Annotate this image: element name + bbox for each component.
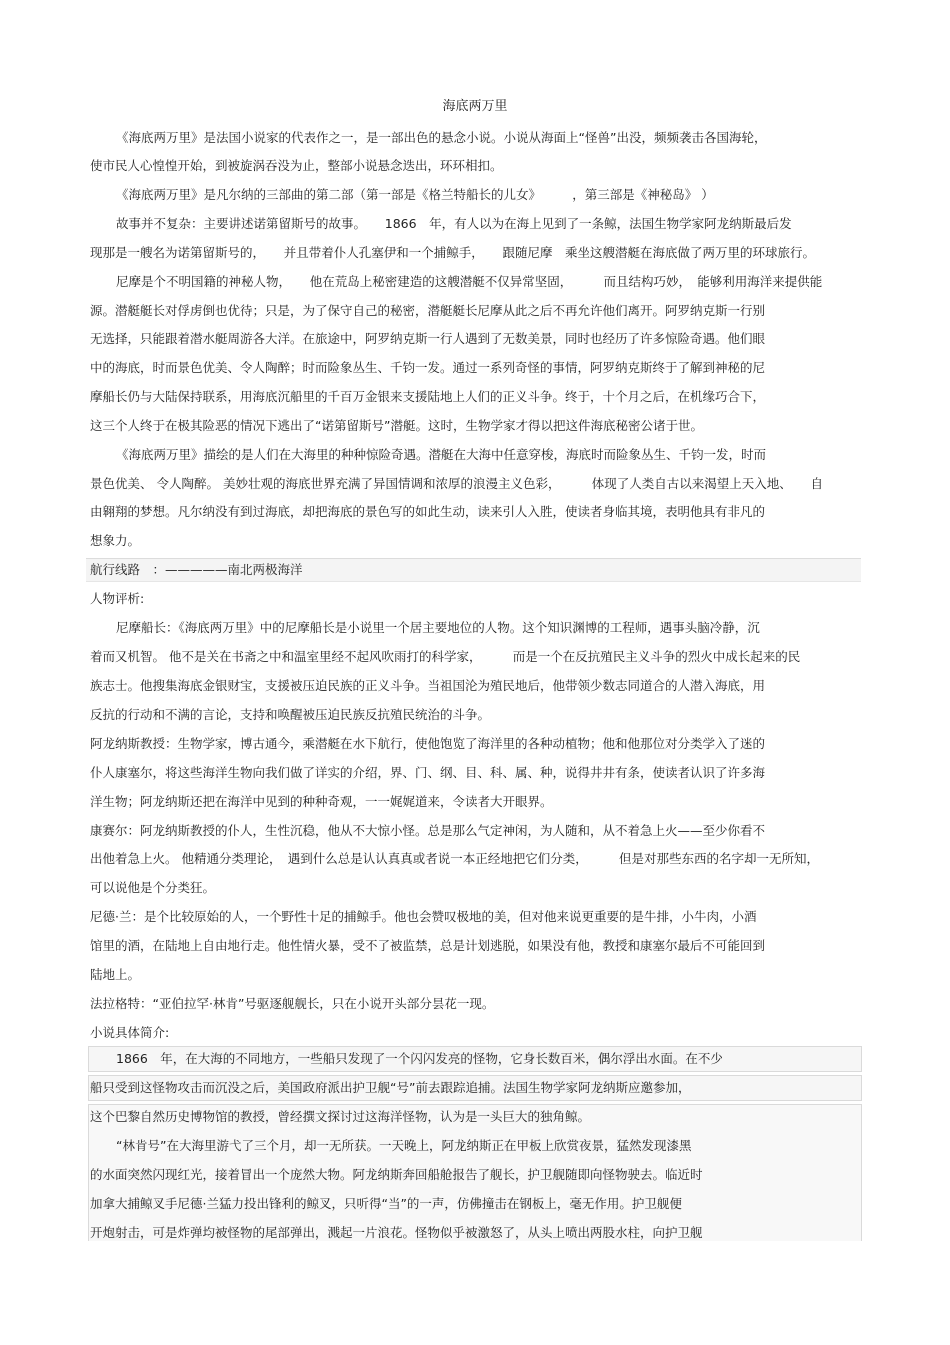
text-line: 开炮射击，可是炸弹均被怪物的尾部弹出，溅起一片浪花。怪物似乎被激怒了，从头上喷出两股水柱，向护卫舰 xyxy=(90,1225,703,1240)
text-line: 尼摩是个不明国籍的神秘人物， 他在荒岛上秘密建造的这艘潜艇不仅异常坚固， 而且结构巧妙， 能够利用海洋来提供能 xyxy=(116,274,823,289)
route-line: 航行线路 ：—————南北两极海洋 xyxy=(90,562,303,577)
text-line: 的水面突然闪现红光，接着冒出一个庞然大物。阿龙纳斯奔回船舱报告了舰长，护卫舰随即向怪物驶去。临近时 xyxy=(90,1167,703,1182)
text-line: 现那是一艘名为诺第留斯号的， 并且带着仆人孔塞伊和一个捕鲸手， 跟随尼摩 乘坐这艘潜艇在海底做了两万里的环球旅行。 xyxy=(90,245,816,260)
text-line: 馆里的酒，在陆地上自由地行走。他性情火暴，受不了被监禁，总是计划逃脱，如果没有他，教授和康塞尔最后不可能回到 xyxy=(90,938,766,953)
text-line: 仆人康塞尔，将这些海洋生物向我们做了详实的介绍，界、门、纲、目、科、属、种，说得井井有条，使读者认识了许多海 xyxy=(90,765,766,780)
text-line: 无选择，只能跟着潜水艇周游各大洋。在旅途中，阿罗纳克斯一行人遇到了无数美景，同时也经历了许多惊险奇遇。他们眼 xyxy=(90,331,766,346)
text-line: 族志士。他搜集海底金银财宝，支援被压迫民族的正义斗争。当祖国沦为殖民地后，他带领少数志同道合的人潜入海底，用 xyxy=(90,678,766,693)
text-line: 船只受到这怪物攻击而沉没之后，美国政府派出护卫舰“号”前去跟踪追捕。法国生物学家阿龙纳斯应邀参加， xyxy=(90,1080,691,1095)
text-line: 景色优美、 令人陶醉。 美妙壮观的海底世界充满了异国情调和浓厚的浪漫主义色彩， 体现了人类自古以来渴望上天入地、 自 xyxy=(90,476,823,491)
text-line: 由翱翔的梦想。凡尔纳没有到过海底，却把海底的景色写的如此生动，读来引人入胜，使读者身临其境，表明他具有非凡的 xyxy=(90,504,766,519)
text-line: 尼摩船长：《海底两万里》中的尼摩船长是小说里一个居主要地位的人物。这个知识渊博的工程师，遇事头脑冷静，沉 xyxy=(116,620,760,635)
text-line: 可以说他是个分类狂。 xyxy=(90,880,216,895)
text-line: 源。潜艇艇长对俘虏倒也优待；只是，为了保守自己的秘密，潜艇艇长尼摩从此之后不再允许他们离开。阿罗纳克斯一行别 xyxy=(90,303,766,318)
text-line: “林肯号”在大海里游弋了三个月，却一无所获。一天晚上，阿龙纳斯正在甲板上欣赏夜景，猛然发现漆黑 xyxy=(116,1138,692,1153)
text-line: 中的海底，时而景色优美、令人陶醉；时而险象丛生、千钧一发。通过一系列奇怪的事情，阿罗纳克斯终于了解到神秘的尼 xyxy=(90,360,766,375)
text-line: 1866 年，在大海的不同地方，一些船只发现了一个闪闪发亮的怪物，它身长数百米，偶尔浮出水面。在不少 xyxy=(116,1051,723,1066)
text-line: 阿龙纳斯教授：生物学家，博古通今，乘潜艇在水下航行，使他饱览了海洋里的各种动植物；他和他那位对分类学入了迷的 xyxy=(90,736,766,751)
text-line: 这个巴黎自然历史博物馆的教授，曾经撰文探讨过这海洋怪物，认为是一头巨大的独角鲸。 xyxy=(90,1109,591,1124)
text-line: 陆地上。 xyxy=(90,967,141,982)
section-heading-summary: 小说具体简介: xyxy=(90,1025,170,1040)
text-line: 想象力。 xyxy=(90,533,141,548)
document-title: 海底两万里 xyxy=(442,99,508,114)
text-line: 《海底两万里》是凡尔纳的三部曲的第二部（第一部是《格兰特船长的儿女》 ，第三部是《神秘岛》 ） xyxy=(116,187,714,202)
text-line: 《海底两万里》描绘的是人们在大海里的种种惊险奇遇。潜艇在大海中任意穿梭，海底时而险象丛生、千钧一发，时而 xyxy=(116,447,767,462)
section-heading-characters: 人物评析: xyxy=(90,591,145,606)
text-line: 尼德·兰：是个比较原始的人，一个野性十足的捕鲸手。他也会赞叹极地的美，但对他来说更重要的是牛排，小牛肉，小酒 xyxy=(90,909,757,924)
text-line: 反抗的行动和不满的言论，支持和唤醒被压迫民族反抗殖民统治的斗争。 xyxy=(90,707,491,722)
text-line: 故事并不复杂：主要讲述诺第留斯号的故事。 1866 年，有人以为在海上见到了一条鲸，法国生物学家阿龙纳斯最后发 xyxy=(116,216,792,231)
text-line: 洋生物；阿龙纳斯还把在海洋中见到的种种奇观，一一娓娓道来，令读者大开眼界。 xyxy=(90,794,553,809)
text-line: 着而又机智。 他不是关在书斋之中和温室里经不起风吹雨打的科学家， 而是一个在反抗殖民主义斗争的烈火中成长起来的民 xyxy=(90,649,801,664)
text-line: 这三个人终于在极其险恶的情况下逃出了“诺第留斯号”潜艇。这时，生物学家才得以把这件海底秘密公诸于世。 xyxy=(90,418,703,433)
text-line: 使市民人心惶惶开始，到被旋涡吞没为止，整部小说悬念迭出，环环相扣。 xyxy=(90,158,503,173)
text-line: 《海底两万里》是法国小说家的代表作之一，是一部出色的悬念小说。小说从海面上“怪兽”出没，频频袭击各国海轮， xyxy=(116,130,767,145)
text-line: 出他着急上火。 他精通分类理论， 遇到什么总是认认真真或者说一本正经地把它们分类， 但是对那些东西的名字却一无所知， xyxy=(90,851,819,866)
text-line: 法拉格特：“亚伯拉罕·林肯”号驱逐舰舰长，只在小说开头部分昙花一现。 xyxy=(90,996,495,1011)
text-line: 加拿大捕鲸叉手尼德·兰猛力投出锋利的鲸叉，只听得“当”的一声，仿佛撞击在钢板上，毫无作用。护卫舰便 xyxy=(90,1196,682,1211)
text-line: 摩船长仍与大陆保持联系，用海底沉船里的千百万金银来支援陆地上人们的正义斗争。终于，十个月之后，在机缘巧合下， xyxy=(90,389,766,404)
text-line: 康赛尔：阿龙纳斯教授的仆人，生性沉稳，他从不大惊小怪。总是那么气定神闲，为人随和，从不着急上火——至少你看不 xyxy=(90,823,766,838)
